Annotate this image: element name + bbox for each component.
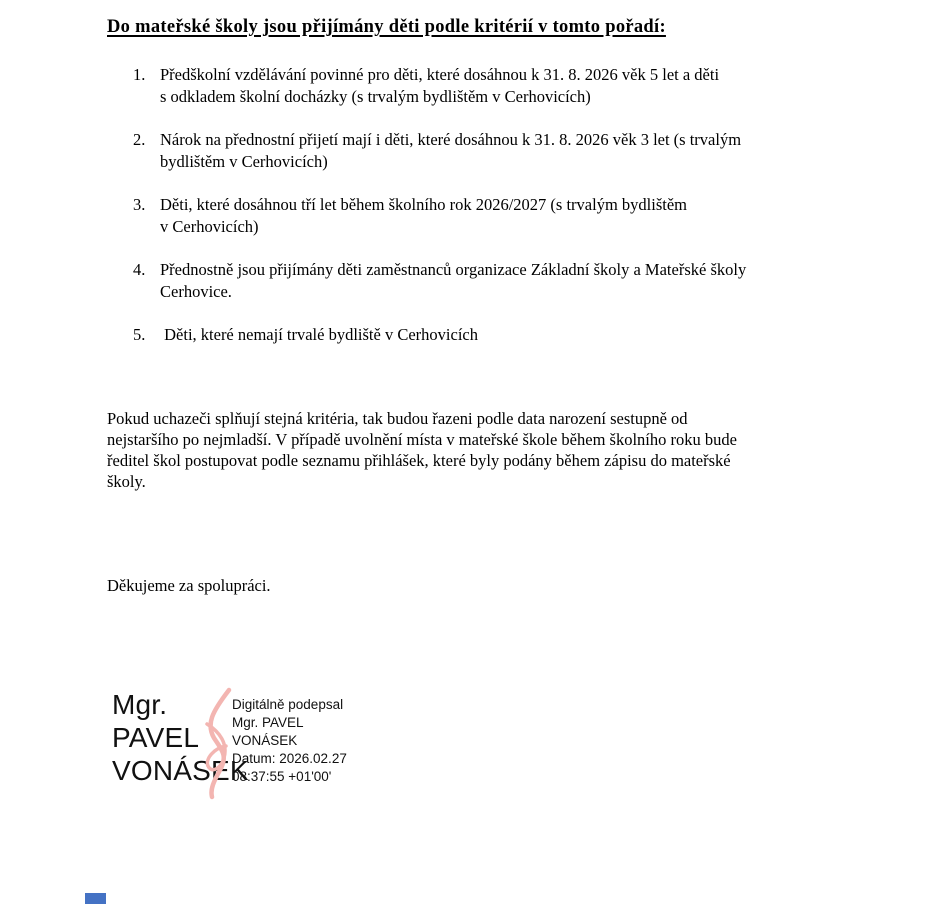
item-line: s odkladem školní docházky (s trvalým bydlištěm v Cerhovicích) [160, 87, 591, 106]
item-line: Přednostně jsou přijímány děti zaměstnanců organizace Základní školy a Mateřské školy [160, 260, 747, 279]
signature-details [232, 696, 347, 786]
signature-name-line: Mgr. [112, 689, 168, 720]
page-title: Do mateřské školy jsou přijímány děti podle kritérií v tomto pořadí: [107, 17, 666, 37]
item-number: 2. [133, 130, 146, 149]
item-line: bydlištěm v Cerhovicích) [160, 152, 328, 171]
item-line: Předškolní vzdělávání povinné pro děti, které dosáhnou k 31. 8. 2026 věk 5 let a děti [160, 65, 720, 84]
criteria-item-3 [133, 194, 746, 238]
item-line: Cerhovice. [160, 282, 232, 301]
item-line: Děti, které dosáhnou tří let během školního rok 2026/2027 (s trvalým bydlištěm [160, 195, 688, 214]
signature-name-line: VONÁSEK [112, 755, 249, 786]
signature-detail-line: Digitálně podepsal [232, 697, 344, 712]
signature-detail-line: Datum: 2026.02.27 [232, 751, 347, 766]
paragraph-line: ředitel škol postupovat podle seznamu přihlášek, které byly podány během zápisu do mateřské [107, 451, 731, 470]
signature-name-line: PAVEL [112, 722, 200, 753]
criteria-item-2 [133, 129, 746, 173]
signature-detail-line: 08:37:55 +01'00' [232, 769, 332, 784]
item-number: 4. [133, 260, 146, 279]
item-number: 1. [133, 65, 146, 84]
criteria-item-1 [133, 64, 746, 108]
paragraph-line: Pokud uchazeči splňují stejná kritéria, tak budou řazeni podle data narození sestupně od [107, 409, 688, 428]
item-number: 5. [133, 325, 146, 344]
body-paragraph [107, 408, 737, 492]
item-line: v Cerhovicích) [160, 217, 259, 236]
signature-detail-line: Mgr. PAVEL [232, 715, 304, 730]
closing-text: Děkujeme za spolupráci. [107, 576, 271, 595]
criteria-item-4 [133, 259, 746, 303]
paragraph-line: nejstaršího po nejmladší. V případě uvolnění místa v mateřské škole během školního roku bude [107, 430, 737, 449]
criteria-list [133, 64, 746, 367]
signature-detail-line: VONÁSEK [232, 733, 298, 748]
cut-off-blue-element [85, 893, 106, 904]
item-line: Nárok na přednostní přijetí mají i děti, které dosáhnou k 31. 8. 2026 věk 3 let (s trvalým [160, 130, 742, 149]
item-line: Děti, které nemají trvalé bydliště v Cerhovicích [160, 325, 478, 344]
criteria-item-5 [133, 324, 746, 346]
paragraph-line: školy. [107, 472, 146, 491]
digital-signature-block [112, 686, 512, 806]
item-number: 3. [133, 195, 146, 214]
